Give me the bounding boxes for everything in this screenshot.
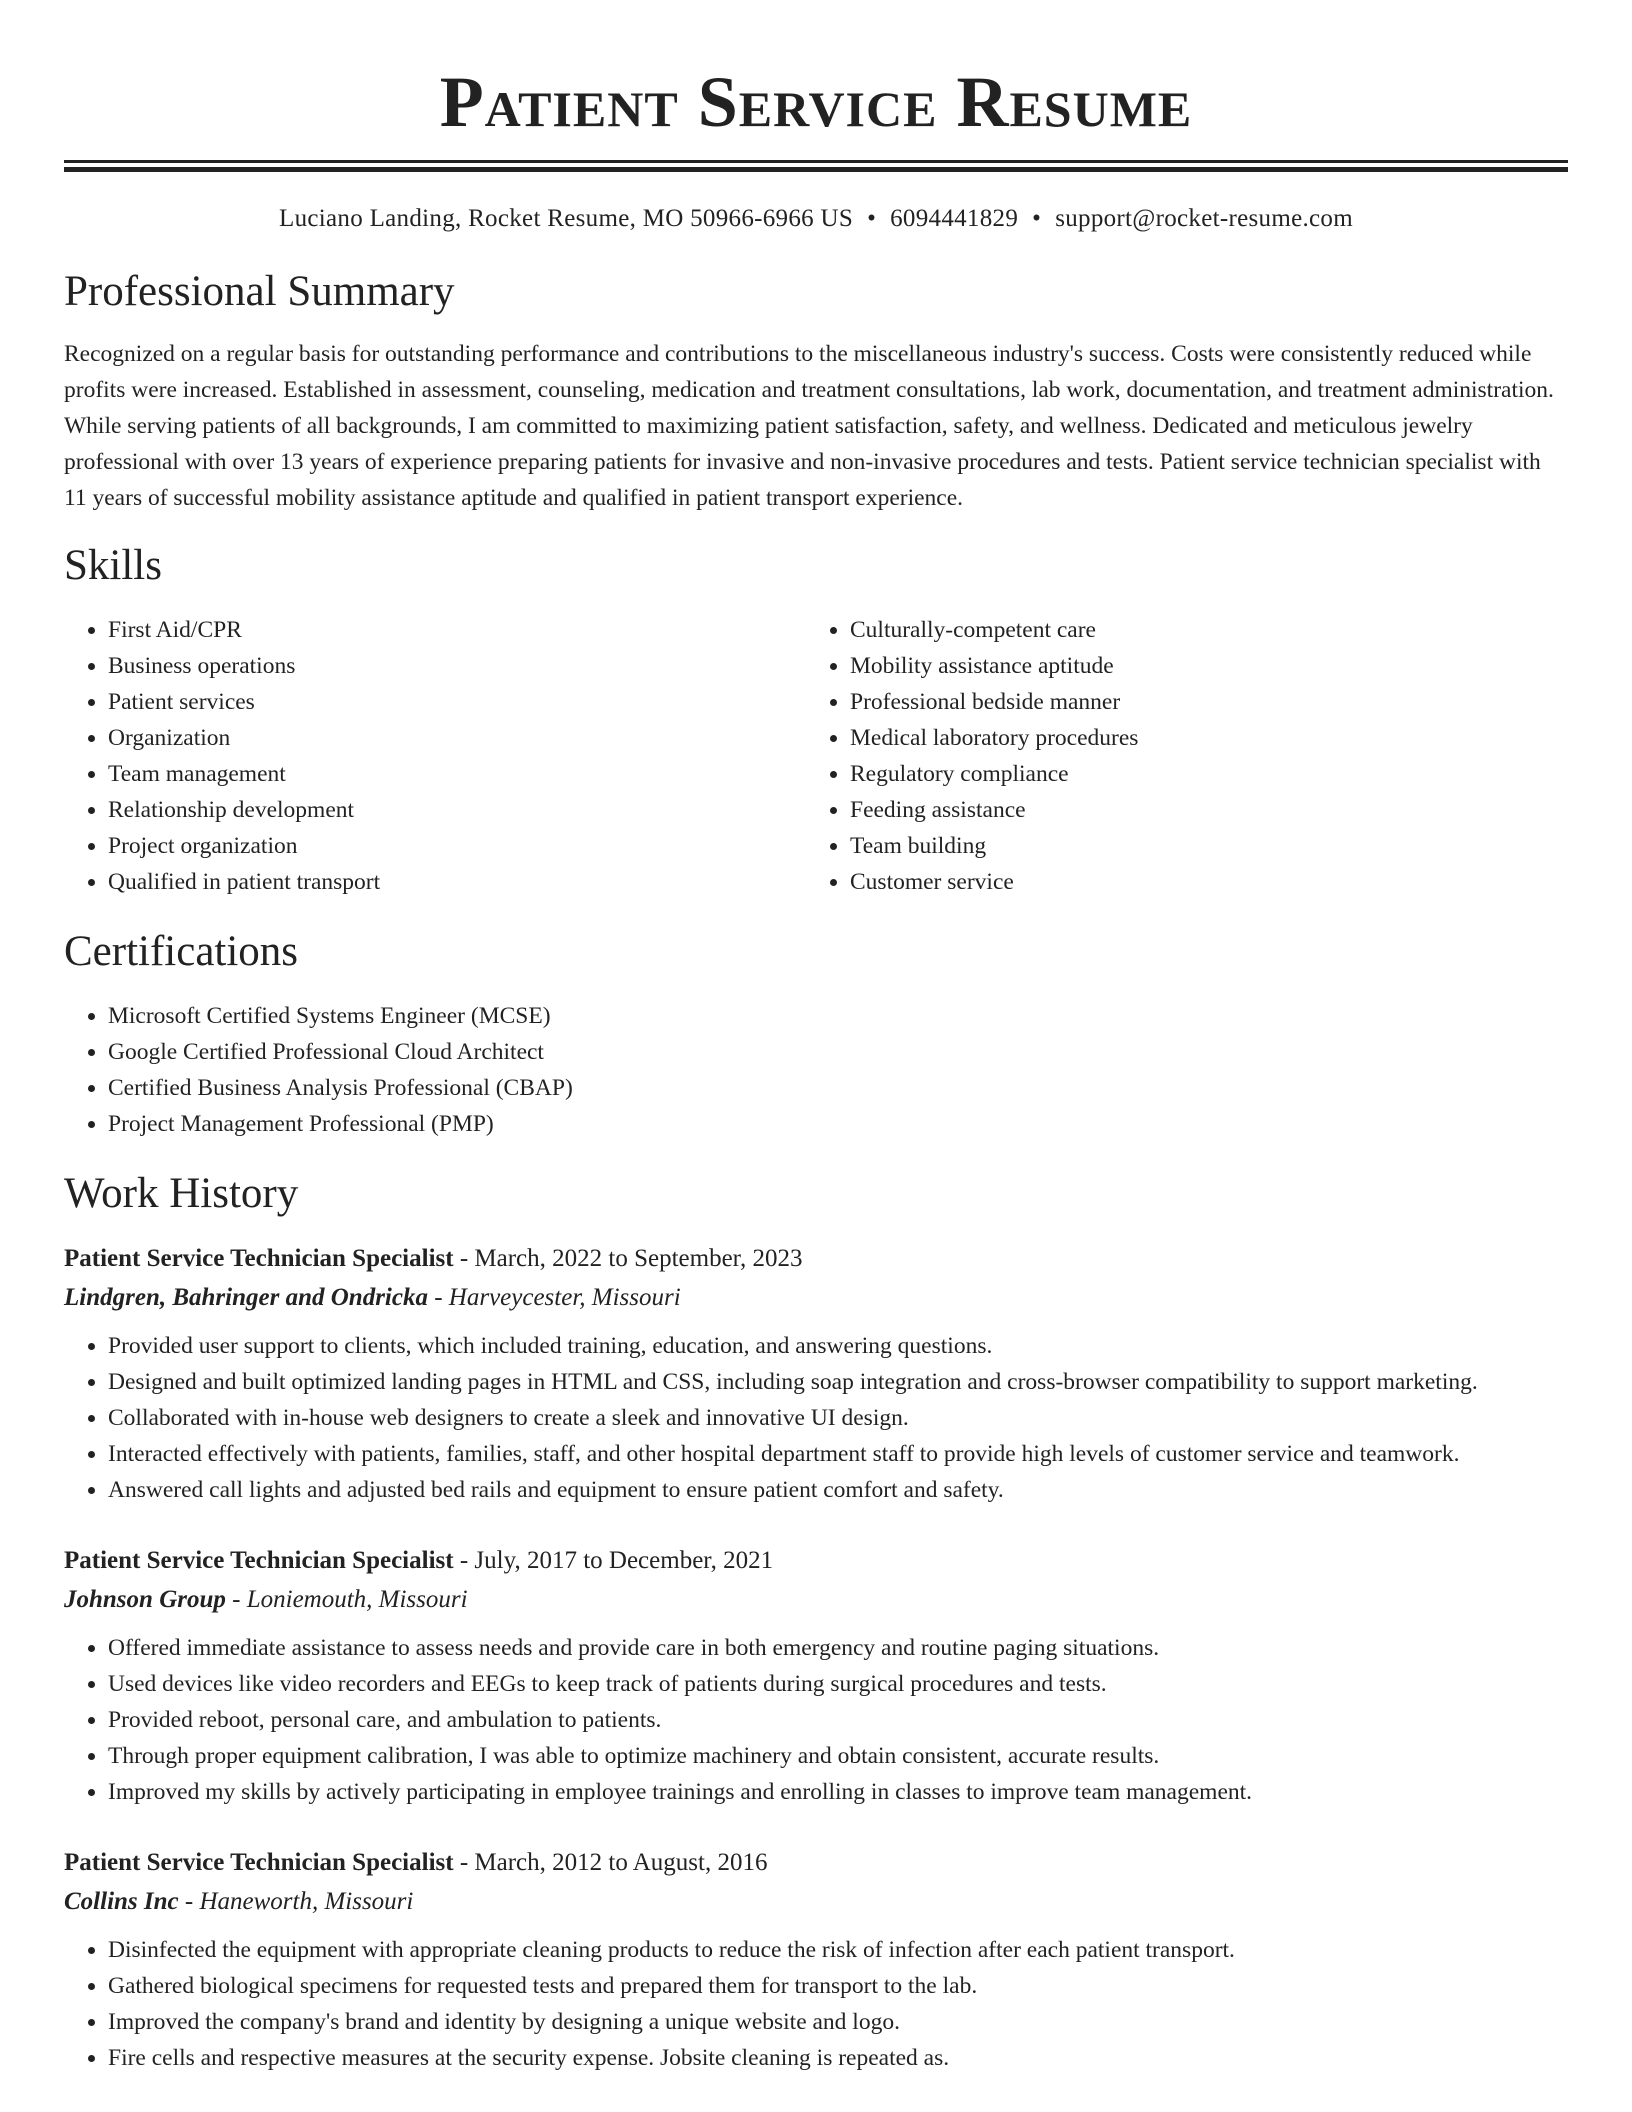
- title-divider: [64, 160, 1568, 172]
- skill-item: • Organization: [108, 720, 806, 756]
- section-heading-skills: Skills: [64, 542, 162, 589]
- job-company-line: [64, 1580, 1568, 1620]
- skill-item: • Team management: [108, 756, 806, 792]
- contact-phone: 6094441829: [890, 205, 1019, 232]
- job-title: Patient Service Technician Specialist: [64, 1245, 454, 1272]
- section-heading-work-history: Work History: [64, 1170, 299, 1217]
- job-location: - Harveycester, Missouri: [427, 1284, 681, 1311]
- job-location: - Haneworth, Missouri: [178, 1888, 414, 1915]
- skill-item: • First Aid/CPR: [108, 612, 806, 648]
- skills-list-left: [64, 612, 806, 900]
- job-dates: - March, 2022 to September, 2023: [453, 1245, 803, 1272]
- skill-item: • Medical laboratory procedures: [850, 720, 1548, 756]
- skill-item: • Culturally-competent care: [850, 612, 1548, 648]
- skill-item: • Professional bedside manner: [850, 684, 1548, 720]
- contact-separator: •: [1032, 205, 1042, 232]
- job-bullet: • Improved the company's brand and identity by designing a unique website and logo.: [108, 2004, 1568, 2040]
- job-title: Patient Service Technician Specialist: [64, 1849, 454, 1876]
- job-bullets: [64, 1932, 1568, 2076]
- job-company: Lindgren, Bahringer and Ondricka: [64, 1284, 428, 1311]
- contact-separator: •: [867, 205, 877, 232]
- skill-item: • Feeding assistance: [850, 792, 1548, 828]
- job-bullet: • Through proper equipment calibration, I was able to optimize machinery and obtain consistent, accurate results.: [108, 1738, 1568, 1774]
- resume-title: Patient Service Resume: [439, 62, 1193, 142]
- job-company: Collins Inc: [64, 1888, 179, 1915]
- skill-item: • Business operations: [108, 648, 806, 684]
- skills-list-right: [806, 612, 1548, 900]
- job-title-line: [64, 1844, 1568, 1882]
- skill-item: • Regulatory compliance: [850, 756, 1548, 792]
- job-bullet: • Gathered biological specimens for requested tests and prepared them for transport to the lab.: [108, 1968, 1568, 2004]
- job-bullet: • Provided user support to clients, which included training, education, and answering questions.: [108, 1328, 1568, 1364]
- job-dates: - July, 2017 to December, 2021: [453, 1547, 774, 1574]
- job-bullet: • Used devices like video recorders and EEGs to keep track of patients during surgical procedures and tests.: [108, 1666, 1568, 1702]
- skill-item: • Qualified in patient transport: [108, 864, 806, 900]
- skill-item: • Relationship development: [108, 792, 806, 828]
- job-bullet: • Offered immediate assistance to assess needs and provide care in both emergency and routine paging situations.: [108, 1630, 1568, 1666]
- job-entry: [64, 1844, 1568, 2076]
- job-bullet: • Provided reboot, personal care, and ambulation to patients.: [108, 1702, 1568, 1738]
- job-company-line: [64, 1278, 1568, 1318]
- resume-page: [64, 0, 1568, 2076]
- job-bullet: • Disinfected the equipment with appropriate cleaning products to reduce the risk of infection after each patient transport.: [108, 1932, 1568, 1968]
- job-bullets: [64, 1328, 1568, 1508]
- job-bullet: • Answered call lights and adjusted bed rails and equipment to ensure patient comfort and safety.: [108, 1472, 1568, 1508]
- job-bullets: [64, 1630, 1568, 1810]
- certification-item: • Project Management Professional (PMP): [108, 1106, 1568, 1142]
- contact-email[interactable]: support@rocket-resume.com: [1055, 205, 1353, 232]
- certification-item: • Microsoft Certified Systems Engineer (MCSE): [108, 998, 1568, 1034]
- contact-address: Luciano Landing, Rocket Resume, MO 50966-6966 US: [279, 205, 854, 232]
- certification-item: • Google Certified Professional Cloud Architect: [108, 1034, 1568, 1070]
- job-bullet: • Collaborated with in-house web designers to create a sleek and innovative UI design.: [108, 1400, 1568, 1436]
- skills-columns: [64, 612, 1568, 900]
- summary-text: Recognized on a regular basis for outstanding performance and contributions to the miscellaneous industry's success. Costs were consistently reduced while profits were increased. Established in assessment, counseling, medication and treatment consultations, lab work, documentation, and treatment administration. While serving patients of all backgrounds, I am committed to maximizing patient satisfaction, safety, and wellness. Dedicated and meticulous jewelry professional with over 13 years of experience preparing patients for invasive and non-invasive procedures and tests. Patient service technician specialist with 11 years of successful mobility assistance aptitude and qualified in patient transport experience.: [64, 341, 1554, 511]
- job-title-line: [64, 1240, 1568, 1278]
- contact-line: [64, 202, 1568, 236]
- job-title-line: [64, 1542, 1568, 1580]
- section-heading-certifications: Certifications: [64, 928, 299, 975]
- job-entry: [64, 1240, 1568, 1508]
- job-dates: - March, 2012 to August, 2016: [453, 1849, 768, 1876]
- section-heading-summary: Professional Summary: [64, 268, 455, 315]
- job-bullet: • Improved my skills by actively participating in employee trainings and enrolling in classes to improve team management.: [108, 1774, 1568, 1810]
- job-bullet: • Interacted effectively with patients, families, staff, and other hospital department staff to provide high levels of customer service and teamwork.: [108, 1436, 1568, 1472]
- job-company: Johnson Group: [64, 1586, 226, 1613]
- job-title: Patient Service Technician Specialist: [64, 1547, 454, 1574]
- job-company-line: [64, 1882, 1568, 1922]
- job-bullet: • Fire cells and respective measures at the security expense. Jobsite cleaning is repeated as.: [108, 2040, 1568, 2076]
- skill-item: • Team building: [850, 828, 1548, 864]
- job-bullet: • Designed and built optimized landing pages in HTML and CSS, including soap integration and cross-browser compatibility to support marketing.: [108, 1364, 1568, 1400]
- certifications-list: [64, 998, 1568, 1142]
- skill-item: • Customer service: [850, 864, 1548, 900]
- job-entry: [64, 1542, 1568, 1810]
- skill-item: • Mobility assistance aptitude: [850, 648, 1548, 684]
- certification-item: • Certified Business Analysis Professional (CBAP): [108, 1070, 1568, 1106]
- job-location: - Loniemouth, Missouri: [225, 1586, 468, 1613]
- skill-item: • Project organization: [108, 828, 806, 864]
- skill-item: • Patient services: [108, 684, 806, 720]
